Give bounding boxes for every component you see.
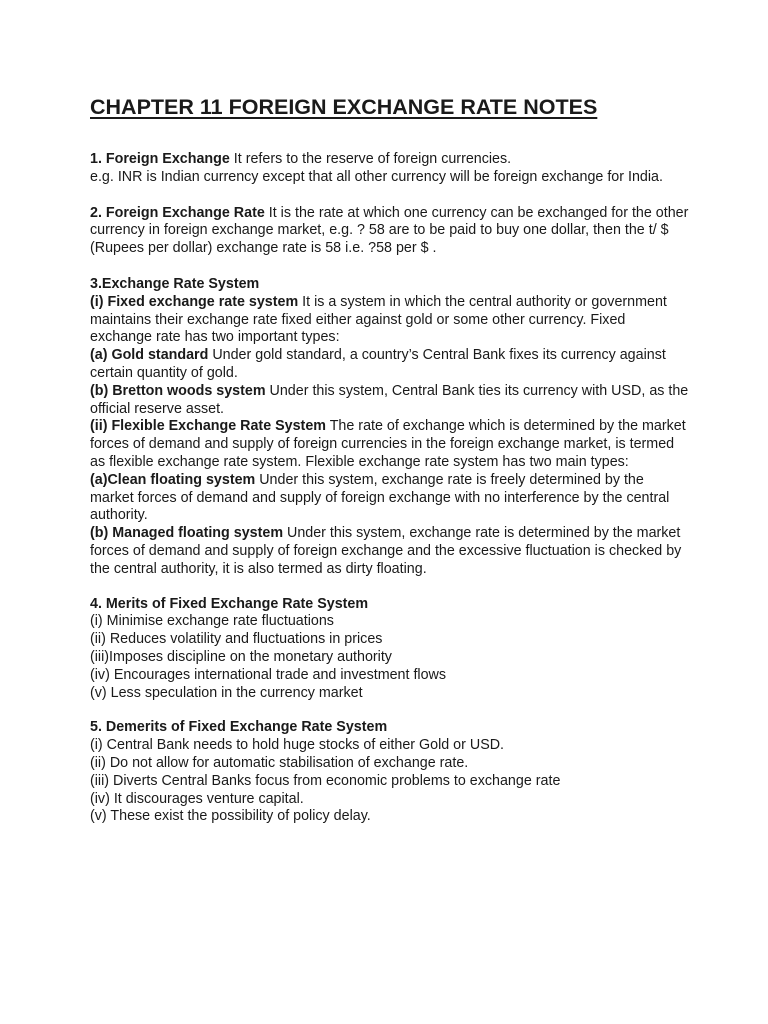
section-heading: 3.Exchange Rate System (90, 275, 260, 292)
section-foreign-exchange (90, 151, 690, 187)
paragraph-text: Under this system, exchange rate is determined by the market forces of demand and supply of foreign exchange and the excessive fluctuation is checked by the central authority, it is also termed as dirty floating. (90, 525, 682, 577)
section-heading: 1. Foreign Exchange (90, 151, 230, 167)
term-heading: (a)Clean floating system (90, 471, 256, 488)
section-heading: 2. Foreign Exchange Rate (90, 204, 265, 221)
term-heading: (b) Managed floating system (90, 525, 284, 542)
list-item: (v) These exist the possibility of policy delay. (90, 808, 371, 825)
term-heading: (a) Gold standard (90, 347, 209, 364)
list-item: (iii)Imposes discipline on the monetary authority (90, 648, 392, 665)
paragraph (90, 472, 690, 525)
list-item: (iv) It discourages venture capital. (90, 790, 304, 807)
paragraph (90, 151, 690, 169)
list-item: (iii) Diverts Central Banks focus from economic problems to exchange rate (90, 772, 561, 789)
paragraph (90, 347, 690, 383)
term-heading: (i) Fixed exchange rate system (90, 293, 299, 310)
paragraph-text: Under this system, exchange rate is freely determined by the market forces of demand and supply of foreign exchange with no interference by the central authority. (90, 471, 670, 524)
paragraph-text: e.g. INR is Indian currency except that all other currency will be foreign exchange for India. (90, 168, 663, 185)
paragraph-text: It refers to the reserve of foreign currencies. (229, 151, 512, 167)
paragraph (90, 205, 690, 258)
list-item: (iv) Encourages international trade and investment flows (90, 666, 447, 683)
section-exchange-rate-system (90, 276, 690, 579)
paragraph (90, 294, 690, 347)
section-foreign-exchange-rate (90, 205, 690, 258)
list-item: (ii) Reduces volatility and fluctuations in prices (90, 631, 383, 648)
paragraph-text: The rate of exchange which is determined by the market forces of demand and supply of foreign currencies in the foreign exchange market, is termed as flexible exchange rate system. Flexible exchange rate system has two main types: (90, 418, 686, 470)
paragraph-text: Under this system, Central Bank ties its currency with USD, as the official reserve asset. (90, 382, 689, 417)
list-item: (i) Minimise exchange rate fluctuations (90, 613, 334, 630)
section-heading: 4. Merits of Fixed Exchange Rate System (90, 595, 369, 612)
paragraph (90, 383, 690, 419)
section-merits (90, 596, 690, 703)
paragraph-text: It is a system in which the central authority or government maintains their exchange rate fixed either against gold or some other currency. Fixed exchange rate has two important types: (90, 293, 667, 346)
paragraph (90, 525, 690, 578)
paragraph-text: It is the rate at which one currency can be exchanged for the other currency in foreign exchange market, e.g. ? 58 are to be paid to buy one dollar, then the t/ $ (Rupees per dollar) exchange rate is 58 i.e. ?58 per $ . (90, 204, 689, 257)
section-heading: 5. Demerits of Fixed Exchange Rate System (90, 719, 388, 736)
document-page (90, 93, 690, 843)
page-title: CHAPTER 11 FOREIGN EXCHANGE RATE NOTES (90, 95, 598, 119)
section-demerits (90, 719, 690, 826)
list-item: (ii) Do not allow for automatic stabilisation of exchange rate. (90, 754, 469, 771)
list-item: (v) Less speculation in the currency market (90, 684, 363, 701)
term-heading: (b) Bretton woods system (90, 382, 266, 399)
paragraph (90, 418, 690, 471)
list-item: (i) Central Bank needs to hold huge stocks of either Gold or USD. (90, 737, 505, 754)
term-heading: (ii) Flexible Exchange Rate System (90, 418, 326, 435)
paragraph-text: Under gold standard, a country’s Central Bank fixes its currency against certain quantity of gold. (90, 347, 666, 381)
